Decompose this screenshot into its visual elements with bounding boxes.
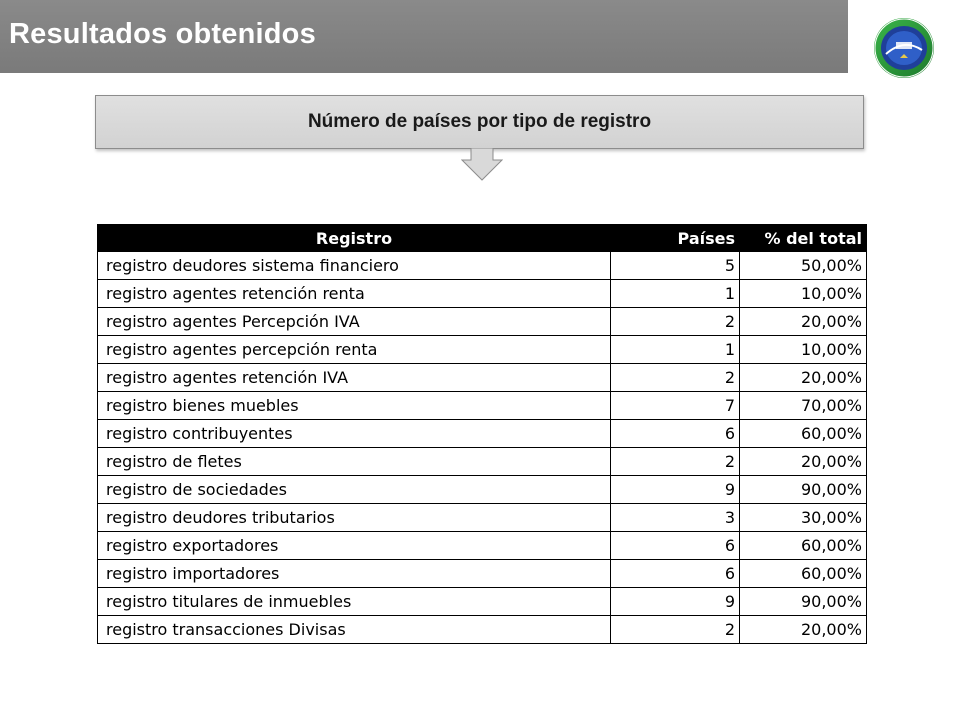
cell-registro: registro transacciones Divisas xyxy=(98,616,611,644)
cell-registro: registro agentes retención IVA xyxy=(98,364,611,392)
cell-pct: 10,00% xyxy=(740,280,867,308)
cell-registro: registro agentes Percepción IVA xyxy=(98,308,611,336)
cell-registro: registro titulares de inmuebles xyxy=(98,588,611,616)
cell-registro: registro deudores sistema financiero xyxy=(98,252,611,280)
cell-paises: 1 xyxy=(611,336,740,364)
column-header-pct-total: % del total xyxy=(740,225,867,252)
table-row xyxy=(98,308,867,336)
cell-registro: registro de fletes xyxy=(98,448,611,476)
down-arrow-icon xyxy=(461,148,503,182)
table-row xyxy=(98,392,867,420)
registry-table xyxy=(97,224,867,644)
callout-box xyxy=(95,95,864,149)
cell-registro: registro de sociedades xyxy=(98,476,611,504)
cell-pct: 20,00% xyxy=(740,448,867,476)
cell-paises: 6 xyxy=(611,420,740,448)
cell-paises: 2 xyxy=(611,616,740,644)
cell-registro: registro exportadores xyxy=(98,532,611,560)
cell-pct: 20,00% xyxy=(740,364,867,392)
cell-registro: registro agentes retención renta xyxy=(98,280,611,308)
cell-paises: 2 xyxy=(611,308,740,336)
cell-registro: registro deudores tributarios xyxy=(98,504,611,532)
cell-paises: 3 xyxy=(611,504,740,532)
cell-paises: 2 xyxy=(611,364,740,392)
cell-pct: 10,00% xyxy=(740,336,867,364)
table-row xyxy=(98,252,867,280)
cell-paises: 9 xyxy=(611,476,740,504)
cell-registro: registro agentes percepción renta xyxy=(98,336,611,364)
cell-pct: 20,00% xyxy=(740,308,867,336)
cell-pct: 90,00% xyxy=(740,476,867,504)
page-title: Resultados obtenidos xyxy=(9,18,316,50)
column-header-registro: Registro xyxy=(98,225,611,252)
cell-pct: 60,00% xyxy=(740,420,867,448)
callout-title: Número de países por tipo de registro xyxy=(307,111,652,132)
organization-logo-icon xyxy=(872,16,936,80)
cell-registro: registro bienes muebles xyxy=(98,392,611,420)
cell-paises: 1 xyxy=(611,280,740,308)
table-row xyxy=(98,476,867,504)
column-header-paises: Países xyxy=(611,225,740,252)
cell-pct: 50,00% xyxy=(740,252,867,280)
table-row xyxy=(98,560,867,588)
table-row xyxy=(98,420,867,448)
cell-paises: 2 xyxy=(611,448,740,476)
cell-paises: 6 xyxy=(611,560,740,588)
cell-pct: 60,00% xyxy=(740,532,867,560)
table-row xyxy=(98,616,867,644)
cell-pct: 60,00% xyxy=(740,560,867,588)
table-row xyxy=(98,532,867,560)
cell-registro: registro contribuyentes xyxy=(98,420,611,448)
cell-registro: registro importadores xyxy=(98,560,611,588)
table-row xyxy=(98,588,867,616)
table-row xyxy=(98,364,867,392)
cell-paises: 6 xyxy=(611,532,740,560)
title-bar xyxy=(0,0,848,73)
cell-paises: 5 xyxy=(611,252,740,280)
table-row xyxy=(98,280,867,308)
table-header-row xyxy=(98,225,867,252)
cell-paises: 9 xyxy=(611,588,740,616)
cell-paises: 7 xyxy=(611,392,740,420)
cell-pct: 90,00% xyxy=(740,588,867,616)
cell-pct: 70,00% xyxy=(740,392,867,420)
table-row xyxy=(98,504,867,532)
table-row xyxy=(98,448,867,476)
cell-pct: 20,00% xyxy=(740,616,867,644)
cell-pct: 30,00% xyxy=(740,504,867,532)
table-row xyxy=(98,336,867,364)
